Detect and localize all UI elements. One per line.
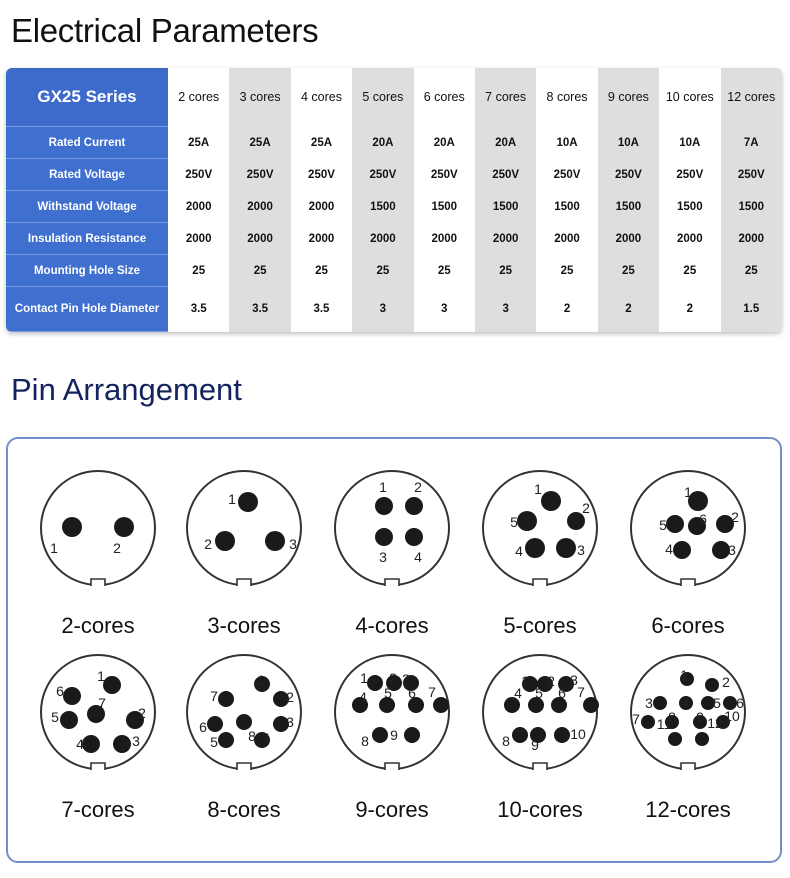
pin-label: 1 [50,540,58,556]
pin [668,732,682,746]
connector-caption: 4-cores [355,613,429,638]
table-cell: 1500 [352,191,413,223]
pin [265,531,285,551]
key-notch [237,763,251,770]
table-cell: 2000 [229,223,290,255]
pin-label: 3 [728,542,736,558]
pin [512,727,528,743]
table-cell: 3.5 [168,287,229,332]
pin-label: 2 [582,500,590,516]
table-cell: 20A [475,127,536,159]
pin-label: 2 [138,705,146,721]
table-cell: 2000 [168,191,229,223]
pin-label: 7 [210,688,218,704]
column-header: 12 cores [721,68,782,127]
table-cell: 25A [229,127,290,159]
table-cell: 2000 [291,223,352,255]
pin [525,538,545,558]
table-cell: 25 [414,255,475,287]
pin-label: 2 [547,673,555,689]
connector-outline [41,471,155,585]
row-label: Withstand Voltage [6,191,168,223]
pin-label: 10 [724,708,740,724]
connector-caption: 8-cores [207,797,281,822]
table-cell: 250V [168,159,229,191]
pin [60,711,78,729]
connector-5-cores [483,471,597,638]
pin [405,497,423,515]
table-cell: 10A [536,127,597,159]
pin-label: 6 [199,719,207,735]
pin [653,696,667,710]
pin-label: 7 [98,695,106,711]
table-cell: 25A [291,127,352,159]
table-cell: 20A [414,127,475,159]
table-header-row [6,68,782,127]
connector-caption: 2-cores [61,613,135,638]
pin [113,735,131,753]
pin-label: 2 [722,674,730,690]
row-label: Rated Voltage [6,159,168,191]
table-cell: 2000 [598,223,659,255]
table-cell: 2 [598,287,659,332]
pin-label: 7 [577,684,585,700]
column-header: 3 cores [229,68,290,127]
series-label: GX25 Series [6,68,168,127]
pin-label: 1 [534,481,542,497]
key-notch [385,579,399,586]
table-cell: 2000 [168,223,229,255]
table-cell: 1500 [659,191,720,223]
key-notch [91,579,105,586]
pin-label: 6 [699,511,707,527]
electrical-parameters-table [6,68,782,332]
key-notch [385,763,399,770]
pin-label: 2 [113,540,121,556]
electrical-parameters-heading: Electrical Parameters [11,12,319,49]
table-cell: 3.5 [229,287,290,332]
table-cell: 2000 [475,223,536,255]
pin-label: 5 [535,685,543,701]
pin-label: 2 [414,479,422,495]
pin-arrangement-heading: Pin Arrangement [11,372,242,407]
pin-label: 1 [97,668,105,684]
column-header: 6 cores [414,68,475,127]
connector-outline [187,471,301,585]
connector-10-cores [483,655,599,822]
pin-label: 3 [402,671,410,687]
pin-label: 10 [570,726,586,742]
pin-label: 8 [668,709,676,725]
pin [517,511,537,531]
connector-8-cores [187,655,301,822]
table-cell: 250V [536,159,597,191]
pin [554,727,570,743]
connector-7-cores [41,655,155,822]
table-cell: 25 [536,255,597,287]
pin-label: 3 [286,714,294,730]
table-cell: 7A [721,127,782,159]
table-cell: 25 [352,255,413,287]
pin-label: 6 [736,695,744,711]
table-cell: 2 [536,287,597,332]
pin-label: 4 [414,549,422,565]
connector-caption: 12-cores [645,797,731,822]
pin-label: 1 [257,672,265,688]
pin-label: 5 [51,709,59,725]
pin-arrangement-panel [6,437,782,863]
table-cell: 25 [721,255,782,287]
table-row [6,191,782,223]
table-cell: 2000 [414,223,475,255]
connector-2-cores [41,471,155,638]
key-notch [681,763,695,770]
table-row [6,223,782,255]
table-cell: 25 [291,255,352,287]
pin-label: 6 [408,685,416,701]
pin [666,515,684,533]
table-cell: 3.5 [291,287,352,332]
table-row [6,255,782,287]
key-notch [533,579,547,586]
table-cell: 2 [659,287,720,332]
pin-label: 11 [656,716,672,732]
pin-label: 4 [515,543,523,559]
table-cell: 3 [352,287,413,332]
pin-label: 1 [680,667,688,683]
table-cell: 250V [414,159,475,191]
pin-label: 3 [570,672,578,688]
column-header: 2 cores [168,68,229,127]
table-cell: 250V [659,159,720,191]
connector-6-cores [631,471,745,638]
pin-label: 1 [684,484,692,500]
table-cell: 25A [168,127,229,159]
key-notch [237,579,251,586]
connector-9-cores [335,655,449,822]
table-cell: 3 [414,287,475,332]
pin-label: 7 [632,711,640,727]
table-cell: 1500 [721,191,782,223]
pin [114,517,134,537]
pin [367,675,383,691]
table-cell: 10A [598,127,659,159]
pin-label: 3 [289,536,297,552]
table-cell: 25 [229,255,290,287]
pin-label: 9 [390,727,398,743]
column-header: 7 cores [475,68,536,127]
table-row [6,127,782,159]
table-cell: 1500 [414,191,475,223]
pin-label: 4 [359,689,367,705]
pin-label: 9 [696,709,704,725]
table-cell: 10A [659,127,720,159]
row-label: Rated Current [6,127,168,159]
pin-label: 5 [713,695,721,711]
table-cell: 25 [598,255,659,287]
row-label: Mounting Hole Size [6,255,168,287]
params-grid [6,68,782,332]
pin-label: 3 [645,695,653,711]
pin [63,687,81,705]
table-cell: 250V [352,159,413,191]
connector-4-cores [335,471,449,638]
connector-caption: 3-cores [207,613,281,638]
connector-caption: 5-cores [503,613,577,638]
connector-caption: 7-cores [61,797,135,822]
pin [372,727,388,743]
pin-label: 6 [56,683,64,699]
column-header: 5 cores [352,68,413,127]
pin-diagrams [8,439,780,861]
key-notch [533,763,547,770]
connector-3-cores [187,471,301,638]
pin-label: 9 [531,737,539,753]
column-header: 10 cores [659,68,720,127]
table-cell: 25 [475,255,536,287]
pin-label: 5 [510,514,518,530]
pin-label: 8 [361,733,369,749]
pin-label: 4 [514,685,522,701]
pin [375,497,393,515]
pin [62,517,82,537]
pin-label: 1 [521,673,529,689]
table-cell: 250V [598,159,659,191]
pin-label: 4 [262,730,270,746]
table-cell: 2000 [291,191,352,223]
connector-caption: 9-cores [355,797,429,822]
table-cell: 25 [168,255,229,287]
row-label: Insulation Resistance [6,223,168,255]
pin-label: 2 [204,536,212,552]
pin [641,715,655,729]
pin-label: 4 [665,541,673,557]
pin [215,531,235,551]
pin-label: 5 [210,734,218,750]
table-cell: 2000 [721,223,782,255]
pin-label: 5 [384,685,392,701]
connector-outline [187,655,301,769]
pin [82,735,100,753]
table-cell: 250V [475,159,536,191]
table-cell: 250V [291,159,352,191]
pin [541,491,561,511]
pin [404,727,420,743]
table-cell: 1500 [475,191,536,223]
pin [695,732,709,746]
connector-outline [483,655,597,769]
table-cell: 2000 [536,223,597,255]
pin-label: 3 [577,542,585,558]
key-notch [681,579,695,586]
table-cell: 3 [475,287,536,332]
row-label: Contact Pin Hole Diameter [6,287,168,332]
pin-label: 8 [502,733,510,749]
table-row [6,159,782,191]
pin-label: 12 [707,715,723,731]
pin-label: 3 [379,549,387,565]
table-cell: 2000 [229,191,290,223]
table-cell: 2000 [352,223,413,255]
table-cell: 1500 [536,191,597,223]
column-header: 8 cores [536,68,597,127]
table-cell: 250V [721,159,782,191]
table-cell: 250V [229,159,290,191]
pin-label: 1 [228,491,236,507]
pin-label: 1 [360,670,368,686]
pin [207,716,223,732]
table-cell: 1.5 [721,287,782,332]
connector-caption: 10-cores [497,797,583,822]
table-row [6,287,782,332]
table-cell: 20A [352,127,413,159]
pin-label: 8 [248,728,256,744]
pin-label: 2 [389,670,397,686]
pin-label: 2 [286,689,294,705]
pin-label: 4 [682,695,690,711]
pin [705,678,719,692]
column-header: 4 cores [291,68,352,127]
table-cell: 2000 [659,223,720,255]
table-cell: 1500 [598,191,659,223]
connector-outline [335,471,449,585]
pin [103,676,121,694]
column-header: 9 cores [598,68,659,127]
pin-label: 1 [379,479,387,495]
key-notch [91,763,105,770]
connector-12-cores [631,655,745,822]
pin [556,538,576,558]
pin-label: 5 [659,517,667,533]
pin [218,691,234,707]
pin-label: 2 [731,509,739,525]
pin-label: 6 [558,685,566,701]
pin [673,541,691,559]
pin [583,697,599,713]
pin [218,732,234,748]
connector-caption: 6-cores [651,613,725,638]
pin [238,492,258,512]
pin [375,528,393,546]
table-cell: 25 [659,255,720,287]
pin-label: 7 [428,684,436,700]
pin-label: 3 [132,733,140,749]
pin-label: 4 [76,736,84,752]
pin [405,528,423,546]
